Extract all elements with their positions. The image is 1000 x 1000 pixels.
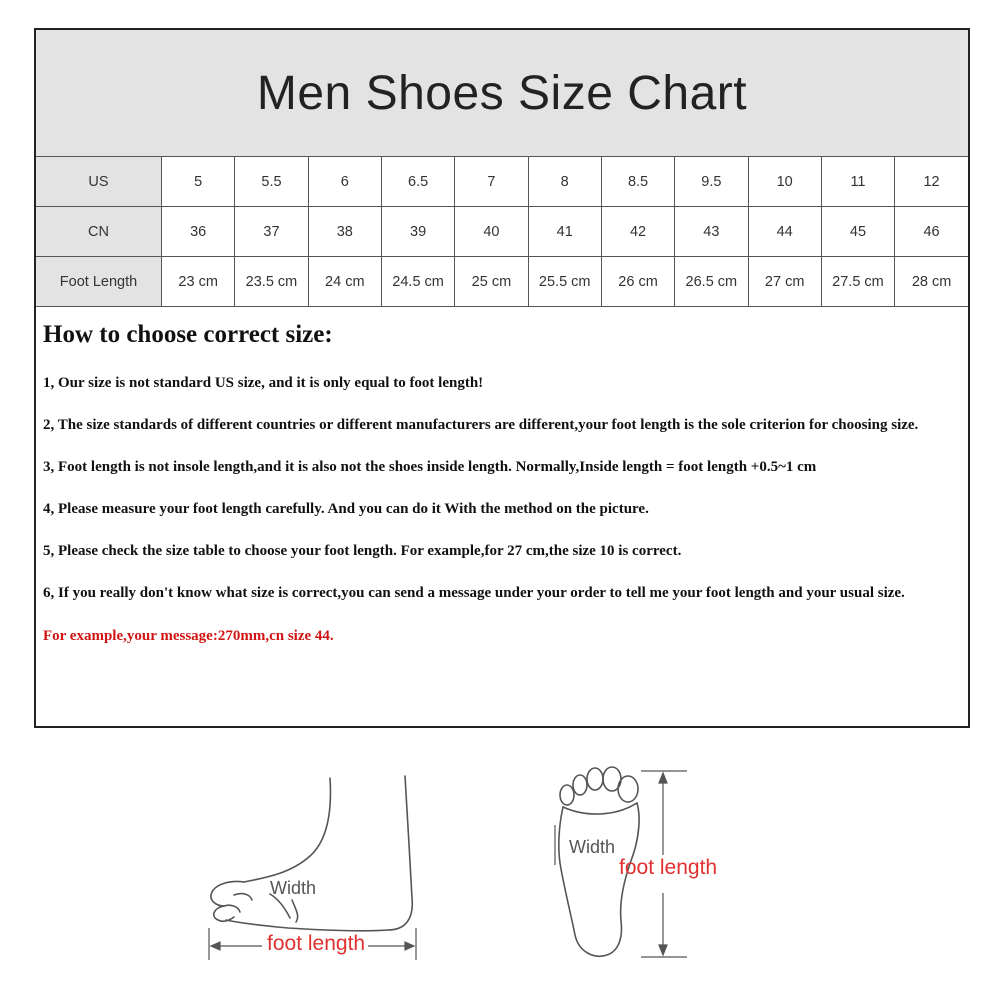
- size-cell: 10: [748, 157, 821, 207]
- size-cell: 25.5 cm: [528, 257, 601, 307]
- size-cell: 6.5: [381, 157, 454, 207]
- size-cell: 40: [455, 207, 528, 257]
- sole-length-label: foot length: [619, 856, 718, 879]
- size-cell: 8: [528, 157, 601, 207]
- size-cell: 38: [308, 207, 381, 257]
- guide-item: 1, Our size is not standard US size, and it is only equal to foot length!: [43, 375, 484, 391]
- size-cell: 25 cm: [455, 257, 528, 307]
- size-cell: 9.5: [675, 157, 748, 207]
- size-cell: 11: [821, 157, 894, 207]
- title-band: [36, 30, 968, 157]
- row-header: US: [36, 157, 162, 207]
- sole-width-label: Width: [569, 837, 616, 857]
- size-cell: 7: [455, 157, 528, 207]
- size-cell: 24.5 cm: [381, 257, 454, 307]
- size-cell: 27 cm: [748, 257, 821, 307]
- side-width-label: Width: [270, 878, 317, 898]
- side-length-label: foot length: [267, 932, 366, 955]
- example-note: For example,your message:270mm,cn size 44.: [43, 628, 334, 644]
- size-cell: 44: [748, 207, 821, 257]
- foot-sole-view-figure: [545, 765, 745, 965]
- size-cell: 23.5 cm: [235, 257, 308, 307]
- row-header: CN: [36, 207, 162, 257]
- size-chart-panel: [34, 28, 970, 728]
- size-cell: 27.5 cm: [821, 257, 894, 307]
- size-row: [36, 257, 968, 307]
- size-guide: [36, 307, 968, 649]
- size-table: [36, 157, 968, 307]
- size-cell: 24 cm: [308, 257, 381, 307]
- guide-item: 2, The size standards of different countries or different manufacturers are different,your foot length is the sole criterion for choosing size.: [43, 417, 919, 433]
- size-cell: 41: [528, 207, 601, 257]
- size-cell: 37: [235, 207, 308, 257]
- size-row: [36, 157, 968, 207]
- size-cell: 5.5: [235, 157, 308, 207]
- page-title: Men Shoes Size Chart: [256, 66, 748, 120]
- size-cell: 26.5 cm: [675, 257, 748, 307]
- guide-item: 6, If you really don't know what size is correct,you can send a message under your order to tell me your foot length and your usual size.: [43, 585, 905, 601]
- guide-item: 5, Please check the size table to choose your foot length. For example,for 27 cm,the size 10 is correct.: [43, 543, 682, 559]
- size-cell: 26 cm: [601, 257, 674, 307]
- size-cell: 23 cm: [162, 257, 235, 307]
- size-cell: 39: [381, 207, 454, 257]
- size-cell: 12: [895, 157, 968, 207]
- size-cell: 45: [821, 207, 894, 257]
- size-cell: 5: [162, 157, 235, 207]
- row-header: Foot Length: [36, 257, 162, 307]
- guide-heading: How to choose correct size:: [43, 321, 333, 348]
- size-cell: 43: [675, 207, 748, 257]
- size-cell: 46: [895, 207, 968, 257]
- size-cell: 36: [162, 207, 235, 257]
- size-row: [36, 207, 968, 257]
- foot-side-view-figure: [200, 770, 430, 970]
- guide-item: 3, Foot length is not insole length,and it is also not the shoes inside length. Normally,Inside length = foot length +0.5~1 cm: [43, 459, 817, 475]
- size-cell: 6: [308, 157, 381, 207]
- size-cell: 8.5: [601, 157, 674, 207]
- size-cell: 28 cm: [895, 257, 968, 307]
- guide-item: 4, Please measure your foot length carefully. And you can do it With the method on the picture.: [43, 501, 649, 517]
- size-cell: 42: [601, 207, 674, 257]
